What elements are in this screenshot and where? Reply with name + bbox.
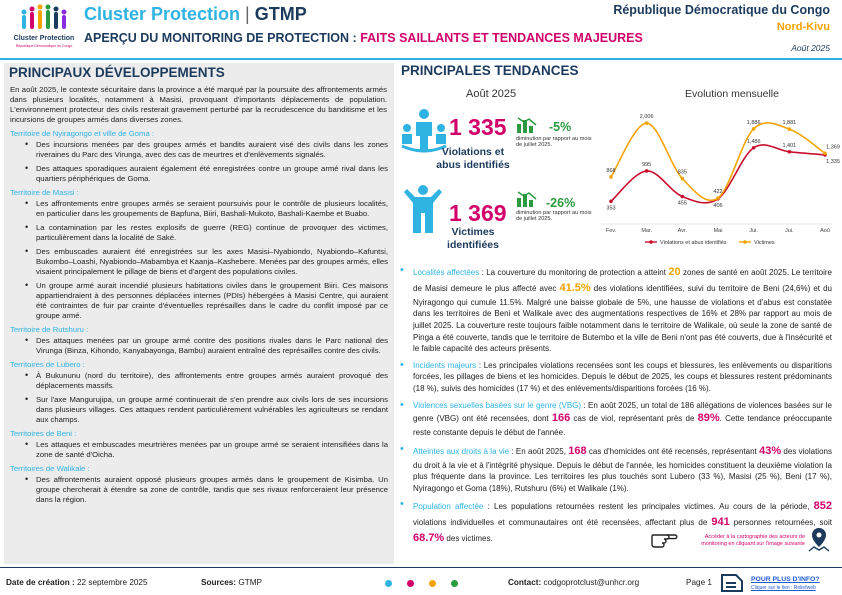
x-tick-label: Mai [713,228,723,234]
list-item: • Les affrontements entre groupes armés se seraient poursuivis pour le contrôle de plusieurs localités, en particulier dans les groupements de Bapfuna, Biiri, Bashali-Mukoto, Bashali-Kaembe et Buabo. [10,199,390,219]
highlight-value: 852 [813,500,833,513]
violations-change: -5% [549,120,572,134]
bullet-keyword: Incidents majeurs [413,360,477,370]
chart-title: Evolution mensuelle [685,88,779,100]
page-number: Page 1 [686,578,712,587]
trend-bullet [400,360,832,395]
violations-label: Violations et abus identifiés [436,146,510,172]
x-tick-label: Fev. [605,228,617,234]
section-list [10,140,390,184]
section-list [10,199,390,321]
people-logo-icon [18,4,70,32]
title-gtmp: GTMP [254,4,307,24]
data-point [752,146,756,150]
victims-change: -26% [546,196,576,210]
bullet-text: violations individuelles et communautaires ont été recensées, affectant plus de [413,518,712,528]
list-item: • Les attaques et embuscades meurtrières menées par un groupe armé se seraient intensifiées dans la zone de santé d'Oicha. [10,440,390,460]
violations-value: 1 335 [449,114,507,140]
bullet-text: personnes retournées, soit [729,518,832,528]
data-point [609,200,613,204]
section-title: Territoires de Beni : [10,429,77,438]
section-list [10,475,390,505]
data-point [645,169,649,173]
highlight-value: 168 [568,444,587,457]
sources-label: Sources: [201,578,237,587]
header [0,0,842,58]
reliefweb-icon[interactable] [720,573,746,593]
data-label: 1,369 [826,144,840,151]
highlight-value: 20 [668,266,681,278]
more-info-link[interactable]: POUR PLUS D'INFO? [751,576,820,583]
list-item: • Des attaques menées par un groupe armé contre des positions rivales dans le Parc national des Virunga (Binza, Kihondo, Kanyabayonga, Bambu) auraient entraîné des représailles contre des civils. [10,336,390,356]
highlight-value: 89% [697,412,720,425]
highlight-value: 68.7% [413,532,445,545]
data-point [716,196,720,200]
bullet-text: cas de viol, représentant près de [570,414,698,424]
cluster-logo [12,4,76,54]
section-list [10,371,390,425]
data-label: 422 [713,189,723,196]
footer-divider [0,567,842,568]
violations-change-note: diminution par rapport au mois de juillet 2025. [516,136,592,149]
bullet-text: : En août 2025, un total de 186 allégations de violences basées sur le genre (VBG) ont été recensées, dont [413,400,832,424]
bullet-text: zones de santé en août 2025. Le territoire de Masisi demeure le plus affecté avec [413,268,833,293]
section-title: Territoires de Walikale : [10,464,90,473]
legend-marker [649,240,653,244]
bullet-keyword: Atteintes aux droits à la vie [413,446,510,456]
contact [508,578,639,587]
bullet-text: des victimes. [444,534,493,544]
data-label: 1,401 [782,142,797,149]
section-title: Territoire de Rutshuru : [10,325,89,334]
bullet-text: des violations identifiées, suivi du territoire de Beni (24,6%) et du Nyiragongo qui cumule 11.5%. Malgré une baisse globale de 5%, une hausse de violations et d'abus est constatée dans les territoires de Beni et Walikale avec des augmentations respectives de 16% et 28% par rapport au mois de juillet 2025. La couverture reste toujours faible notamment dans le territoire de Walikale, où seule la zone de santé de Pinga a été couverte, tandis que le territoire de Butembo et la ville de Beni n'ont pas été couverts, due à l'insécurité et le faible capacité des acteurs présents. [413,283,832,354]
logo-subtext: République Démocratique du Congo [15,44,73,48]
contact-email[interactable]: codgoprotclust@unhcr.org [543,578,640,587]
trends-heading: PRINCIPALES TENDANCES [401,63,579,78]
province-label: Nord-Kivu [776,21,830,33]
trend-bullet [400,444,832,495]
color-dot [407,580,414,587]
contact-label: Contact: [508,578,542,587]
data-point [681,195,685,199]
title-separator: | [245,4,250,24]
legend-label: Victimes [754,240,775,246]
title-cluster: Cluster Protection [84,4,241,24]
list-item: • Des incursions menées par des groupes armés et bandits auraient visé des civils dans les zones riveraines du Parc des Virunga, avec des cas de meurtres et d'enlèvements signalés. [10,140,390,160]
data-label: 1,886 [746,119,761,126]
color-dot [451,580,458,587]
data-point [609,175,613,179]
bullet-text: : Les populations retournées restent les principales victimes. Au cours de la période, [483,502,814,512]
trend-bullets [400,265,832,552]
list-item: • La contamination par les restes explosifs de guerre (REG) continue de provoquer des victimes, particulièrement dans la localité de Saké. [10,223,390,243]
list-item: • À Bukununu (nord du territoire), des affrontements entre groupes armés auraient provoqué des déplacements massifs. [10,371,390,391]
legend-label: Violations et abus identifiés [660,240,727,246]
list-item: • Sur l'axe Mangurujipa, un groupe armé continuerait de s'en prendre aux civils lors de ses incursions dans plusieurs villages. Ces attaques rendent particulièrement vulnérables les agriculteurs se rendant aux champs. [10,395,390,425]
color-dot [385,580,392,587]
data-label: 353 [606,205,616,212]
header-divider [0,58,842,60]
legend-marker [743,240,747,244]
data-point [788,150,792,154]
victims-change-note: diminution par rapport au mois de juillet 2025. [516,210,592,223]
trend-chart-icon [516,114,538,134]
map-pin-icon[interactable] [808,527,830,553]
bullet-keyword: Population affectée [413,502,484,512]
data-label: 2,006 [639,114,654,121]
data-label: 1,486 [746,138,761,145]
list-item: • Des affrontements auraient opposé plusieurs groupes armés dans le groupement de Kisimba. Un groupe chercherait à étendre sa zone de contrôle, tandis que ses rivaux renforceraient leur présence dans la région. [10,475,390,505]
data-label: 995 [642,161,652,168]
data-label: 1,881 [782,120,797,127]
victims-label: Victimes identifiées [447,226,499,252]
bullet-keyword: Violences sexuelles basées sur le genre (VBG) [413,400,582,410]
data-point [681,177,685,181]
section-title: Territoires de Lubero : [10,360,85,369]
data-point [823,151,827,155]
bullet-keyword: Localités affectées [413,268,480,277]
victims-value: 1 369 [449,200,507,226]
sources [201,578,262,587]
section-title: Territoire de Masisi : [10,188,79,197]
footer [0,574,842,595]
trend-bullet [400,400,832,439]
reliefweb-link[interactable]: Cliquer sur le lien : Reliefweb [751,585,816,591]
month-label: Août 2025 [466,88,517,100]
creation-date-label: Date de création : [6,578,75,587]
bullet-text: . Cette tendance préoccupante reste constante depuis le début de l'année. [413,414,832,438]
page-title [84,4,307,25]
x-tick-label: Avr. [677,228,688,234]
section-title: Territoire de Nyiragongo et ville de Goma : [10,129,154,138]
trend-bullet [400,265,832,355]
highlight-value: 166 [551,412,571,425]
x-tick-label: Mar. [641,228,653,234]
pointing-hand-icon [651,527,677,549]
x-tick-label: Jui. [785,228,794,234]
subtitle-highlight: FAITS SAILLANTS ET TENDANCES MAJEURES [360,31,643,45]
cartography-promo: Accéder à la cartographie des acteurs de monitoring en cliquant sur l'image suivante [701,534,805,547]
list-item: • Un groupe armé aurait incendié plusieurs habitations civiles dans le groupement Biiri. Ces maisons appartiendraient à des personnes déplacées internes (PDIs) hébergées à Masisi Centre, qui auraient été contraintes de fuir par crainte d'éventuelles représailles dans le cadre du conflit imposé par ce groupe armé. [10,281,390,321]
section-list [10,336,390,356]
highlight-value: 941 [711,516,730,529]
creation-date-value: 22 septembre 2025 [76,578,148,587]
bullet-text: : Les principales violations recensées sont les coups et blessures, les enlèvements ou disparitions forcées, les pillages de biens et les homicides. Depuis le début de 2025, les coups et blessures restent prédominants (18 %), suivis des homicides (17 %) et des enlèvements/disparitions forcées (16 %). [413,360,832,394]
creation-date [6,578,148,587]
trend-chart-icon [516,188,538,208]
highlight-value: 41.5% [559,281,591,294]
monthly-trend-chart [597,100,840,252]
list-item: • Des attaques sporadiques auraient également été enregistrées contre un groupe armé rival dans les quartiers périphériques de Goma. [10,164,390,184]
subtitle-main: APERÇU DU MONITORING DE PROTECTION : [84,31,357,45]
data-point [645,121,649,125]
highlight-value: 43% [759,444,782,457]
developments-body [10,85,390,509]
data-label: 835 [677,169,687,176]
page-subtitle [84,31,643,45]
sources-value: GTMP [238,578,262,587]
territory-sections [10,129,390,505]
list-item: • Des embuscades auraient été enregistrées sur les axes Masisi–Nyabiondo, Nyabiondo–Kafuntsi, Bukombo–Loashi, Nyabiondo–Mabambya et Kaanja–Kashebere. Menées par des groupes armés, elles visaient principalement le pillage de biens et d'argent des populations civiles. [10,247,390,277]
color-dot [429,580,436,587]
bullet-text: : La couverture du monitoring de protection a atteint [479,268,669,277]
bullet-text: : En août 2025, [509,446,569,456]
developments-intro: En août 2025, le contexte sécuritaire dans la province a été marqué par la poursuite des affrontements armés dans plusieurs localités, notamment à Masisi, provoquant d'importants déplacements de population. L'environnement protecteur des civils resterait gravement perturbé par la recrudescence du banditisme et les incursions de groupes armés dans diverses zones. [10,85,387,124]
data-point [752,127,756,131]
x-tick-label: Aoû [820,228,830,234]
bullet-text: des violations du droit à la vie et à l'intégrité physique. Depuis le début de l'année, les homicides constituent la deuxième violation la plus fréquente dans la province. Les territoires les plus touchés sont Lubero (33 %), Masisi (25 %), Beni (17 %), Nyiragongo et Goma (18%), Rutshuru (6%) et Walikale (1%). [413,446,832,493]
data-label: 868 [606,167,616,174]
country-label: République Démocratique du Congo [613,3,830,17]
section-list [10,440,390,460]
data-label: 406 [713,202,723,209]
data-point [788,127,792,131]
data-label: 1,335 [826,158,840,165]
logo-text: Cluster Protection [13,35,75,42]
x-tick-label: Jui. [749,228,758,234]
developments-panel [4,63,394,564]
developments-heading: PRINCIPAUX DÉVELOPPEMENTS [9,65,225,80]
data-label: 455 [677,200,687,207]
report-date: Août 2025 [791,43,830,53]
bullet-text: cas d'homicides ont été recensés, représentant [586,446,760,456]
